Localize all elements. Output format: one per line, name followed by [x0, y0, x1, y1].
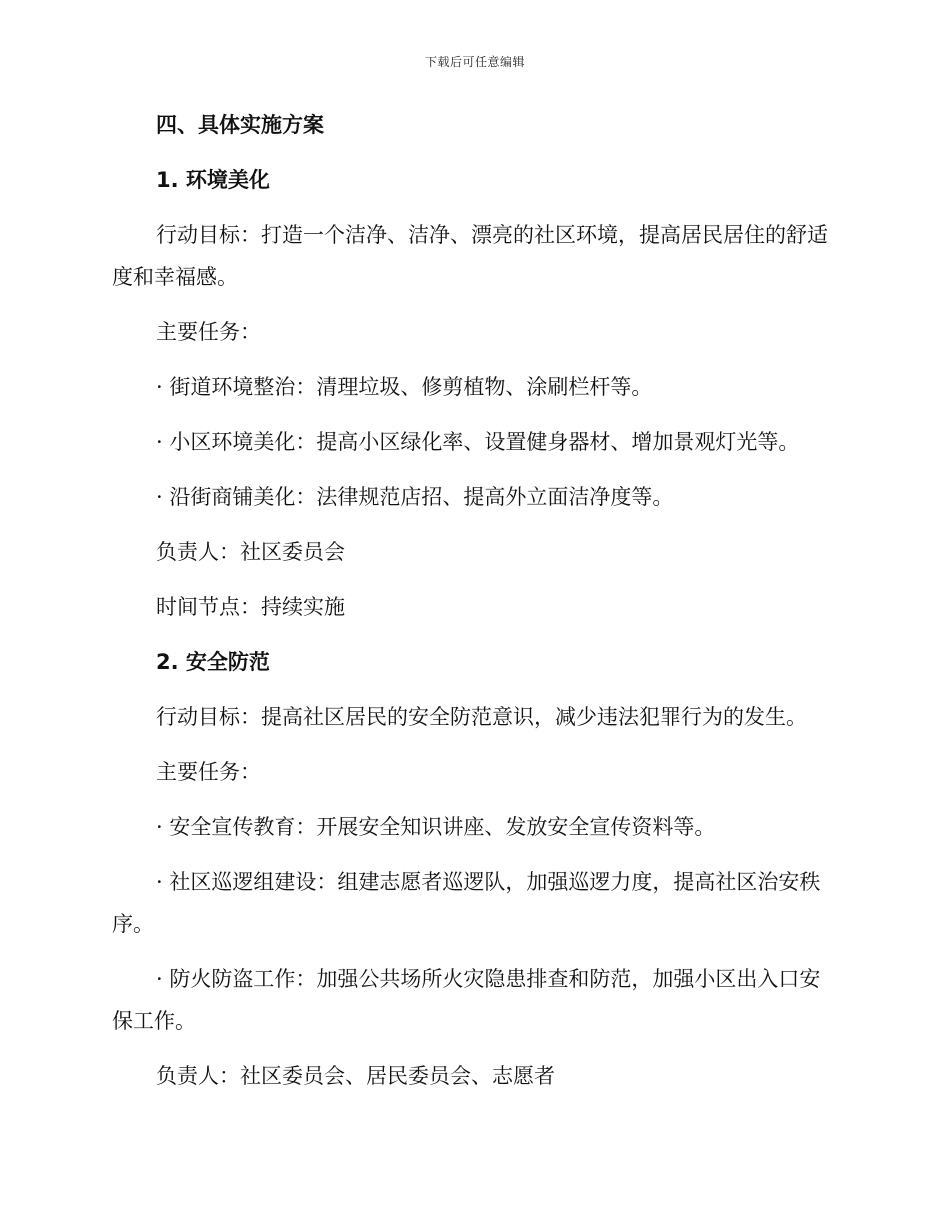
subsection-heading: 2. 安全防范	[156, 650, 270, 674]
paragraph: 时间节点：持续实施	[156, 595, 345, 619]
list-item: · 防火防盗工作：加强公共场所火灾隐患排查和防范，加强小区出入口安保工作。	[112, 967, 821, 1033]
paragraph: 行动目标：提高社区居民的安全防范意识，减少违法犯罪行为的发生。	[156, 705, 807, 729]
subsection-heading: 1. 环境美化	[156, 168, 270, 192]
paragraph: 负责人：社区委员会、居民委员会、志愿者	[156, 1064, 555, 1088]
paragraph: 行动目标：打造一个洁净、洁净、漂亮的社区环境，提高居民居住的舒适度和幸福感。	[112, 223, 828, 289]
header-note: 下载后可任意编辑	[424, 55, 525, 69]
document-body	[112, 104, 832, 1110]
list-item: · 街道环境整治：清理垃圾、修剪植物、涂刷栏杆等。	[156, 375, 653, 399]
paragraph: 主要任务：	[156, 760, 261, 784]
list-item: · 沿街商铺美化：法律规范店招、提高外立面洁净度等。	[156, 485, 674, 509]
list-item: · 安全宣传教育：开展安全知识讲座、发放安全宣传资料等。	[156, 815, 716, 839]
section-heading: 四、具体实施方案	[156, 113, 324, 137]
list-item: · 社区巡逻组建设：组建志愿者巡逻队，加强巡逻力度，提高社区治安秩序。	[112, 870, 821, 936]
paragraph: 负责人：社区委员会	[156, 540, 345, 564]
paragraph: 主要任务：	[156, 320, 261, 344]
list-item: · 小区环境美化：提高小区绿化率、设置健身器材、增加景观灯光等。	[156, 430, 800, 454]
